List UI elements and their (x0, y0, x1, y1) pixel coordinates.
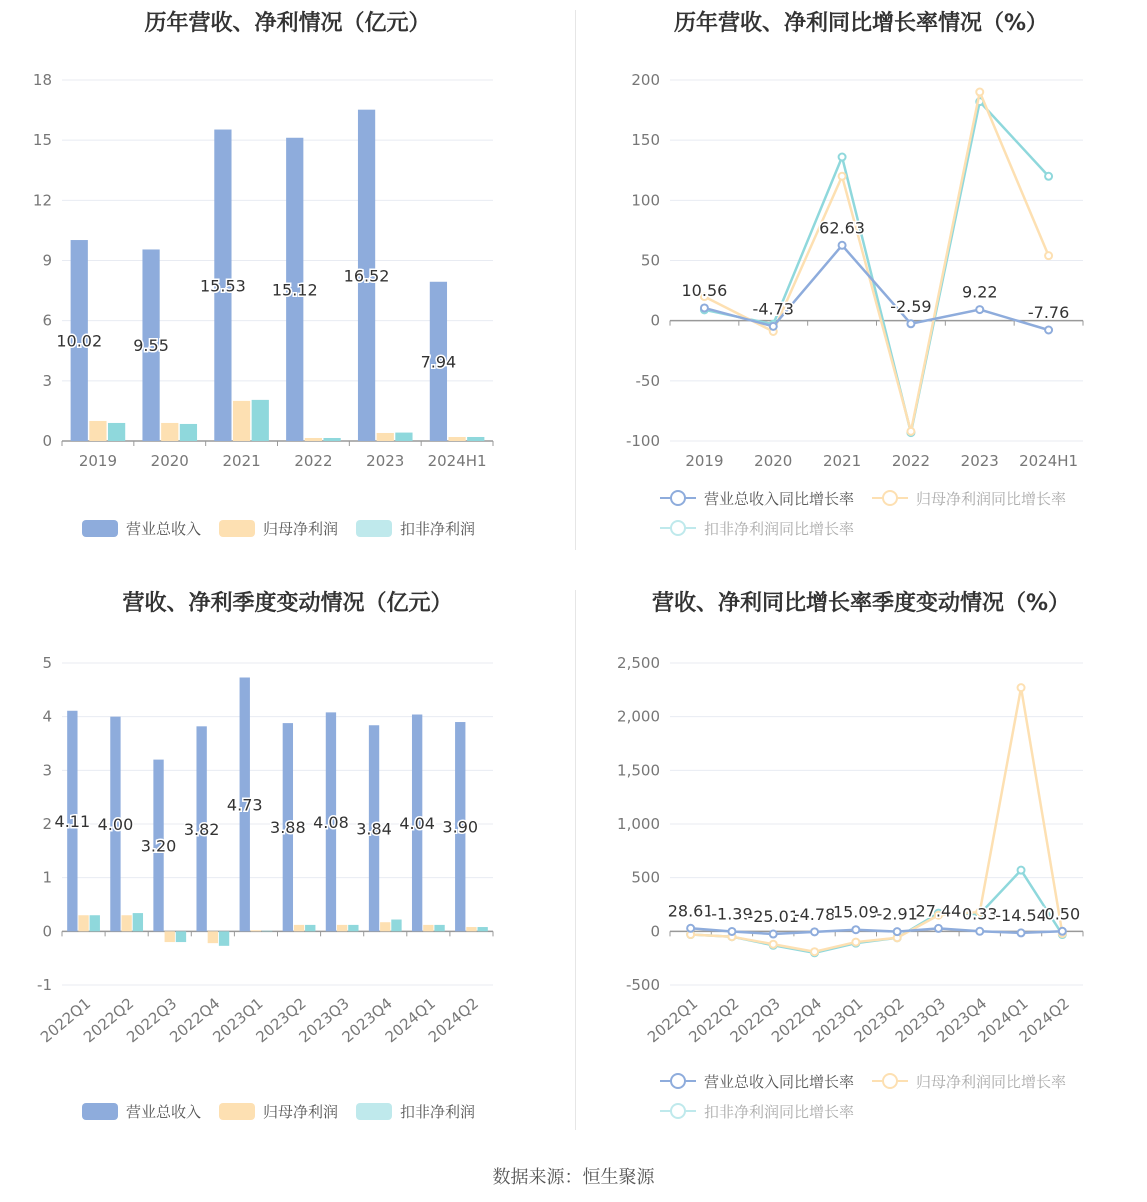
x-tick-label: 2024H1 (427, 452, 487, 470)
data-label: -4.73 (752, 299, 794, 319)
legend-item-deducted-profit[interactable] (356, 513, 475, 543)
bar-deducted-profit (391, 920, 401, 932)
bar-deducted-profit (252, 400, 269, 441)
data-point (811, 948, 818, 955)
chart-quarter-amount (0, 580, 575, 1140)
chart-panel-quarter-growth (575, 580, 1147, 1140)
data-label: 3.90 (442, 817, 479, 837)
legend-item-revenue[interactable] (82, 513, 201, 543)
chart-panel-quarter-amount (0, 580, 575, 1140)
x-tick-label: 2023Q3 (891, 994, 950, 1047)
bar-deducted-profit (90, 915, 100, 931)
legend-label: 营业总收入同比增长率 (704, 1072, 855, 1091)
data-point (976, 928, 983, 935)
data-label: -2.91 (876, 904, 918, 924)
data-point (839, 173, 846, 180)
data-label: 15.53 (200, 276, 246, 296)
legend-marker-deducted-profit-growth (660, 1102, 696, 1120)
legend-swatch-revenue (82, 1103, 118, 1120)
y-tick-label: 6 (42, 311, 52, 330)
legend-item-revenue[interactable] (82, 1096, 201, 1126)
bar-net-profit (78, 915, 88, 931)
x-tick-label: 2020 (150, 452, 189, 470)
legend-swatch-deducted-profit (356, 1103, 392, 1120)
data-source-note: 数据来源：恒生聚源 (492, 1167, 655, 1188)
bar-deducted-profit (133, 913, 143, 931)
legend-item-revenue-growth[interactable] (660, 483, 854, 513)
chart-annual-growth (575, 0, 1147, 560)
y-tick-label: 3 (42, 761, 52, 780)
y-tick-label: 150 (631, 131, 660, 150)
x-tick-label: 2022Q4 (767, 994, 826, 1047)
bar-deducted-profit (323, 438, 340, 441)
x-tick-label: 2020 (754, 452, 793, 470)
bar-deducted-profit (467, 437, 484, 441)
bar-net-profit (377, 433, 394, 441)
data-point (976, 89, 983, 96)
bar-deducted-profit (176, 931, 186, 942)
legend (660, 1066, 1130, 1126)
legend (82, 1096, 552, 1126)
data-label: -7.76 (1027, 303, 1070, 323)
vertical-divider-bottom (575, 590, 576, 1130)
y-tick-label: 3 (42, 371, 52, 390)
x-tick-label: 2023Q3 (295, 994, 353, 1047)
data-label: 4.73 (226, 795, 263, 815)
legend-item-net-profit[interactable] (219, 513, 338, 543)
data-point (839, 242, 846, 249)
y-tick-label: 1,500 (617, 761, 660, 780)
data-point (770, 931, 777, 938)
data-label: 7.94 (420, 352, 457, 372)
data-label: 3.82 (183, 819, 220, 839)
data-point (811, 928, 818, 935)
data-label: 9.22 (961, 282, 998, 302)
chart-title: 营收、净利同比增长率季度变动情况（%） (651, 591, 1071, 616)
legend-label: 扣非净利润同比增长率 (704, 519, 855, 538)
data-point (907, 320, 914, 327)
legend-swatch-revenue (82, 520, 118, 537)
legend-item-net-profit[interactable] (219, 1096, 338, 1126)
y-tick-label: -100 (625, 432, 660, 450)
legend-marker-revenue-growth (660, 489, 696, 507)
y-tick-label: 500 (631, 868, 660, 887)
bar-deducted-profit (434, 925, 444, 931)
bar-deducted-profit (262, 931, 272, 932)
y-tick-label: 1,000 (617, 815, 660, 833)
bar-net-profit (161, 423, 178, 441)
x-tick-label: 2022Q1 (36, 994, 95, 1047)
legend-label: 营业总收入同比增长率 (704, 489, 855, 508)
data-label: 4.00 (97, 815, 134, 834)
x-tick-label: 2022Q4 (166, 994, 224, 1047)
legend-marker-deducted-profit-growth (660, 519, 696, 537)
legend-item-net-profit-growth[interactable] (872, 483, 1066, 513)
y-tick-label: -1 (37, 976, 52, 994)
x-tick-label: 2023Q2 (252, 994, 310, 1047)
legend-marker-revenue-growth (660, 1072, 696, 1090)
y-tick-label: 5 (42, 654, 52, 672)
x-tick-label: 2021 (222, 452, 261, 470)
legend (660, 483, 1130, 543)
data-point (907, 428, 914, 435)
data-point (1045, 327, 1052, 334)
bar-deducted-profit (219, 931, 229, 945)
y-tick-label: 18 (32, 71, 52, 89)
bar-net-profit (423, 925, 433, 931)
legend-label: 扣非净利润同比增长率 (704, 1102, 855, 1121)
legend-marker-net-profit-growth (872, 1072, 908, 1090)
data-label: 10.02 (56, 331, 103, 351)
y-tick-label: 50 (640, 251, 660, 270)
data-point (852, 926, 859, 933)
data-label: -4.78 (793, 904, 836, 924)
chart-panel-annual-growth (575, 0, 1147, 560)
data-point (894, 928, 901, 935)
x-tick-label: 2023Q4 (338, 994, 396, 1047)
legend-label: 归母净利润同比增长率 (916, 1072, 1067, 1091)
x-tick-label: 2022 (891, 452, 931, 470)
data-label: -2.59 (890, 296, 932, 316)
bar-net-profit (208, 931, 218, 943)
series-line-deducted-profit-growth (704, 102, 1048, 433)
data-label: 3.88 (270, 818, 306, 838)
bar-deducted-profit (395, 433, 412, 441)
y-tick-label: 0 (42, 922, 52, 941)
x-tick-label: 2023Q1 (209, 994, 267, 1047)
bar-net-profit (380, 922, 390, 931)
x-tick-label: 2023Q2 (850, 994, 908, 1047)
bar-net-profit (294, 925, 304, 931)
legend-swatch-deducted-profit (356, 520, 392, 537)
chart-title: 营收、净利季度变动情况（亿元） (122, 591, 453, 616)
x-tick-label: 2023Q1 (809, 994, 867, 1047)
bar-net-profit (466, 927, 476, 931)
x-tick-label: 2019 (78, 452, 118, 470)
legend-label: 营业总收入 (126, 1102, 202, 1121)
legend-item-net-profit-growth[interactable] (872, 1066, 1066, 1096)
legend-label: 归母净利润 (263, 1102, 339, 1121)
x-tick-label: 2024H1 (1019, 452, 1079, 470)
vertical-divider-top (575, 10, 576, 550)
data-label: -25.01 (747, 907, 800, 927)
legend-label: 扣非净利润 (400, 519, 476, 538)
data-point (976, 306, 983, 313)
bar-deducted-profit (180, 424, 197, 441)
data-point (701, 304, 708, 311)
y-tick-label: 1 (42, 868, 52, 887)
y-tick-label: 9 (42, 251, 52, 270)
bar-net-profit (448, 437, 465, 441)
bar-net-profit (251, 930, 261, 931)
bar-net-profit (89, 421, 106, 441)
bar-net-profit (121, 915, 131, 931)
data-point (1018, 684, 1025, 691)
data-label: 15.12 (271, 280, 318, 300)
y-tick-label: 0 (42, 432, 52, 450)
x-tick-label: 2022Q2 (685, 994, 743, 1047)
y-tick-label: 0 (650, 922, 660, 941)
x-tick-label: 2023 (366, 452, 405, 470)
data-label: 0.50 (1044, 904, 1081, 924)
legend-label: 归母净利润同比增长率 (916, 489, 1067, 508)
x-tick-label: 2024Q1 (381, 994, 439, 1047)
y-tick-label: -500 (625, 976, 660, 994)
x-tick-label: 2024Q2 (1015, 994, 1073, 1047)
data-point (1045, 173, 1052, 180)
bar-deducted-profit (348, 925, 358, 931)
y-tick-label: 2 (42, 815, 52, 833)
data-point (839, 154, 846, 161)
legend-label: 归母净利润 (263, 519, 339, 538)
y-tick-label: 200 (631, 71, 660, 89)
y-tick-label: 4 (42, 707, 52, 726)
bar-net-profit (305, 438, 322, 441)
data-label: 15.09 (832, 902, 879, 922)
x-tick-label: 2022Q3 (726, 994, 784, 1047)
bar-deducted-profit (108, 423, 125, 441)
data-point (935, 925, 942, 932)
bar-net-profit (337, 925, 347, 931)
data-label: -1.39 (711, 904, 753, 924)
data-point (770, 323, 777, 330)
data-point (728, 928, 735, 935)
x-tick-label: 2022Q2 (80, 994, 138, 1047)
legend-marker-net-profit-growth (872, 489, 908, 507)
y-tick-label: 2,500 (617, 654, 660, 672)
legend-label: 扣非净利润 (400, 1102, 476, 1121)
y-tick-label: 15 (32, 131, 52, 150)
data-point (687, 925, 694, 932)
data-label: 4.11 (54, 812, 91, 832)
x-tick-label: 2024Q1 (974, 994, 1032, 1047)
bar-net-profit (233, 401, 250, 441)
data-label: 3.20 (140, 836, 177, 856)
x-tick-label: 2023 (960, 452, 999, 470)
y-tick-label: 0 (650, 311, 660, 330)
legend-swatch-net-profit (219, 520, 255, 537)
legend-item-deducted-profit-growth[interactable] (660, 1096, 854, 1126)
data-label: 4.08 (313, 812, 349, 832)
data-label: 4.04 (399, 813, 435, 833)
x-tick-label: 2022 (294, 452, 333, 470)
legend-swatch-net-profit (219, 1103, 255, 1120)
chart-title: 历年营收、净利同比增长率情况（%） (673, 11, 1049, 36)
x-tick-label: 2022Q3 (123, 994, 181, 1047)
data-point (852, 939, 859, 946)
bar-deducted-profit (477, 927, 487, 931)
y-tick-label: 12 (32, 191, 52, 210)
legend-item-deducted-profit[interactable] (356, 1096, 475, 1126)
data-point (1018, 867, 1025, 874)
data-label: 0.33 (961, 904, 998, 924)
data-label: 28.61 (667, 901, 714, 921)
x-tick-label: 2021 (822, 452, 862, 470)
chart-quarter-growth (575, 580, 1147, 1140)
bar-deducted-profit (305, 925, 315, 931)
data-label: -14.54 (995, 905, 1047, 925)
x-tick-label: 2024Q2 (424, 994, 483, 1047)
y-tick-label: 2,000 (617, 707, 660, 726)
data-point (1018, 929, 1025, 936)
bar-net-profit (165, 931, 175, 942)
data-point (1059, 928, 1066, 935)
x-tick-label: 2022Q1 (644, 994, 702, 1047)
chart-annual-amount (0, 0, 575, 560)
data-label: 62.63 (819, 218, 865, 238)
legend-item-deducted-profit-growth[interactable] (660, 513, 854, 543)
chart-title: 历年营收、净利情况（亿元） (144, 11, 431, 36)
x-tick-label: 2023Q4 (933, 994, 991, 1047)
data-point (1045, 252, 1052, 259)
data-label: 9.55 (133, 336, 169, 356)
data-label: 10.56 (681, 280, 728, 300)
legend (82, 513, 552, 543)
data-label: 16.52 (343, 266, 390, 286)
y-tick-label: -50 (635, 371, 660, 390)
chart-panel-annual-amount (0, 0, 575, 560)
data-point (770, 941, 777, 948)
legend-label: 营业总收入 (126, 519, 202, 538)
x-tick-label: 2019 (685, 452, 724, 470)
data-label: 3.84 (356, 819, 392, 839)
data-label: 27.44 (915, 901, 962, 921)
legend-item-revenue-growth[interactable] (660, 1066, 854, 1096)
y-tick-label: 100 (631, 191, 660, 210)
